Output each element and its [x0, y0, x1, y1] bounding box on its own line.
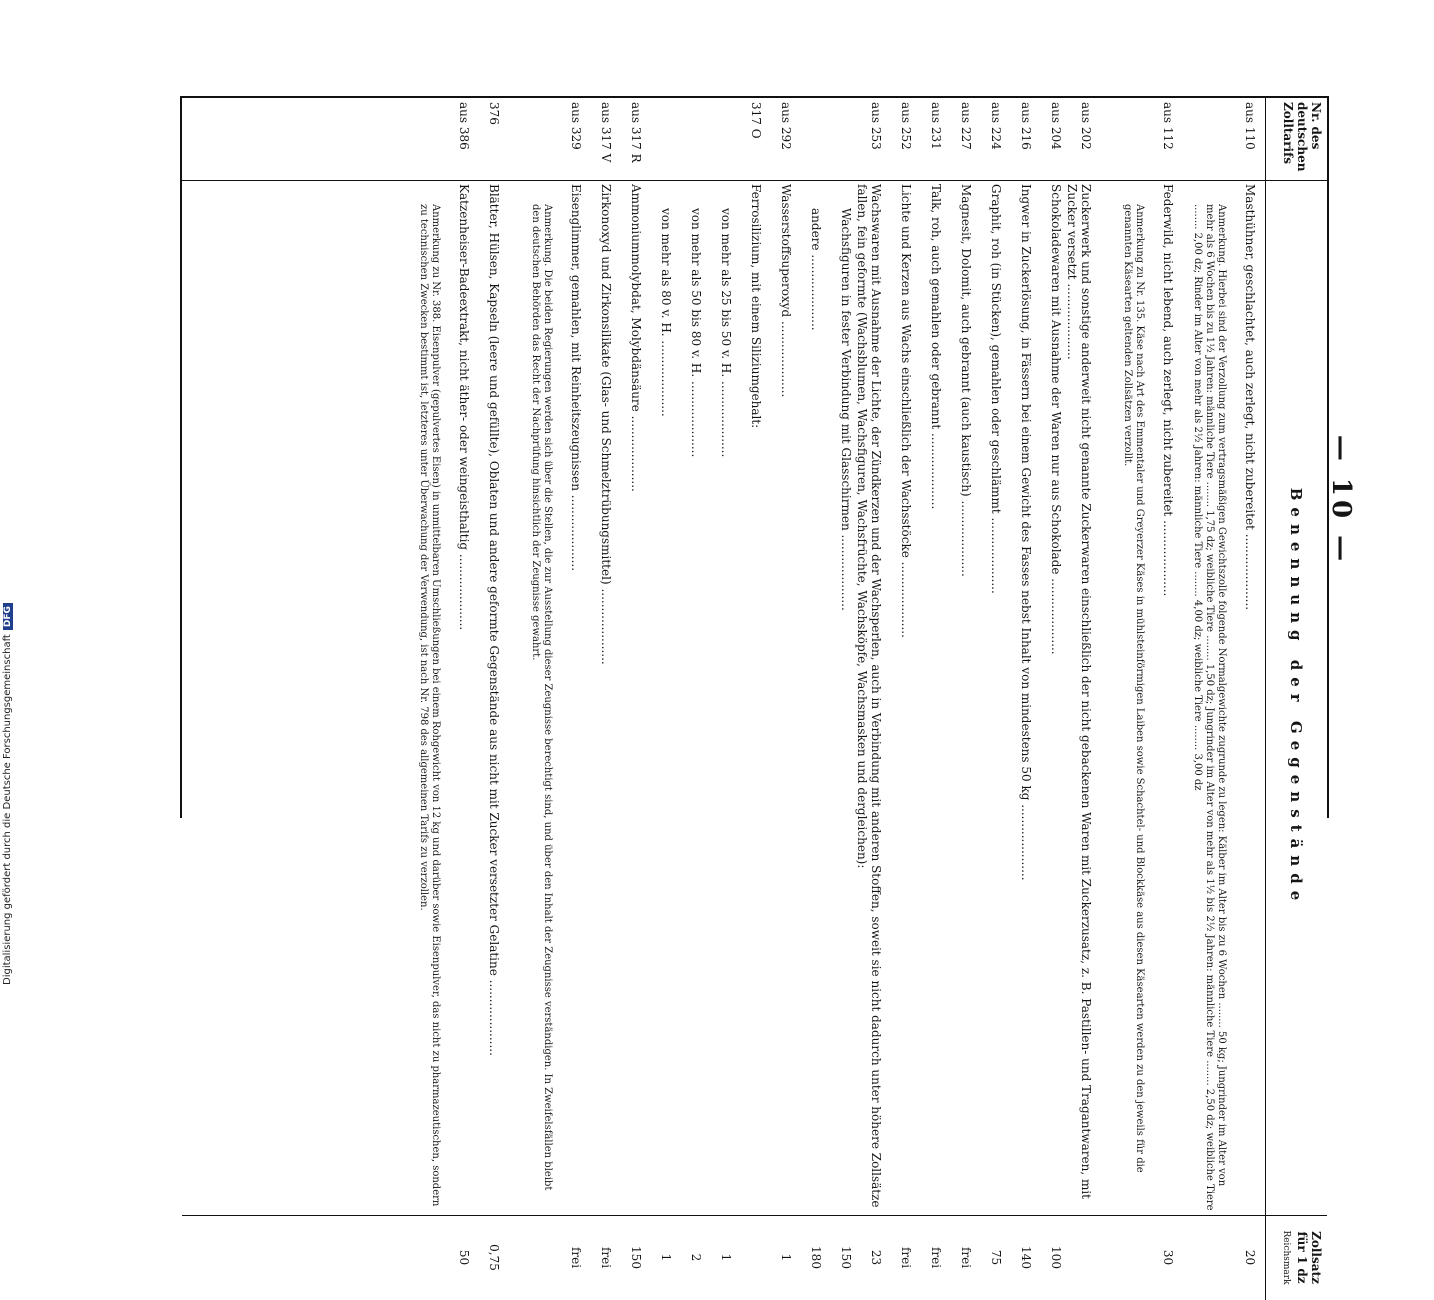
tariff-table [180, 96, 1329, 1285]
duty-rate: frei [599, 1246, 613, 1269]
annotation-note: Anmerkung. Die beiden Regierungen werden sich über die Stellen, die zur Ausstellung dieser Zeugnisse berechtigt sind, und über den Inhalt der Zeugnisse verständigen. In Zweifelsfällen bleibt den deutschen Behörden das Recht der Nachprüfung hinsichtlich der Zeugnisse gewahrt. [530, 204, 553, 1191]
tariff-number: aus 231 [929, 102, 943, 150]
duty-rate: 2 [689, 1253, 703, 1262]
duty-rate: frei [569, 1246, 583, 1269]
duty-rate: 30 [1161, 1249, 1175, 1266]
tariff-number: aus 202 [1079, 102, 1093, 150]
description-row: Zirkonoxyd und Zirkonsilikate (Glas- und Schmelztrübungsmittel) .................... [599, 184, 613, 665]
annotation-note: Anmerkung zu Nr. 135. Käse nach Art des Emmentaler und Greyerzer Käses in mühlsteinförmigen Laiben sowie Schachtel- und Blockkäse aus diesen Käsearten werden zu den jeweils für die genannten Käsearten geltenden Zollsätzen verzollt. [1122, 204, 1145, 1173]
tariff-number: aus 204 [1049, 102, 1063, 150]
description-row: Ingwer in Zuckerlösung, in Fässern bei einem Gewicht des Fasses nebst Inhalt von mindestens 50 kg .................... [1019, 184, 1033, 881]
description-column [182, 180, 1327, 1216]
duty-rate: 0,75 [487, 1244, 501, 1271]
duty-rate: 140 [1019, 1246, 1033, 1269]
description-row: von mehr als 50 bis 80 v. H. .................... [689, 208, 703, 458]
description-row: Blätter, Hülsen, Kapseln (leere und gefüllte), Oblaten und andere geformte Gegenstände aus nicht mit Zucker versetzter Gelatine .................... [487, 184, 501, 1056]
duty-rate: 1 [659, 1253, 673, 1262]
digitization-note: Digitalisierung gefördert durch die Deutsche ForschungsgemeinschaftDFG [2, 603, 13, 985]
description-row: Ferrosilizium, mit einem Siliziumgehalt: [749, 184, 763, 429]
description-row: Katzenheiser-Badeextrakt, nicht äther- oder weingeisthaltig .................... [457, 184, 471, 631]
annotation-note: Anmerkung zu Nr. 388. Eisenpulver (gepulvertes Eisen) in unmittelbaren Umschließungen bei einem Rohgewicht von 12 kg und darüber sowie Eisenpulver, das nicht zu pharmazeutischen, sondern zu technischen Zwecken bestimmt ist, letzteres unter Überwachung der Verwendung, ist nach Nr. 798 des allgemeinen Tarifs zu verzollen. [418, 204, 441, 1207]
description-row: Magnesit, Dolomit, auch gebrannt (auch kaustisch) .................... [959, 184, 973, 577]
description-row: von mehr als 80 v. H. .................... [659, 208, 673, 417]
duty-rate: frei [899, 1246, 913, 1269]
tariff-number: aus 329 [569, 102, 583, 150]
tariff-number: aus 253 [869, 102, 883, 150]
description-row: Zuckerwerk und sonstige anderweit nicht genannte Zuckerwaren einschließlich der nicht gebackenen Waren mit Zuckerzusatz, z. B. Pastillen- und Tragantwaren, mit Zucker versetzt .................... [1065, 184, 1093, 1200]
tariff-number: aus 227 [959, 102, 973, 150]
tariff-number: aus 110 [1243, 102, 1257, 150]
tariff-number-column [182, 98, 1327, 181]
description-row: andere .................... [809, 208, 823, 331]
duty-rate: 100 [1049, 1246, 1063, 1269]
duty-rate: 50 [457, 1249, 471, 1266]
duty-rate: 180 [809, 1246, 823, 1269]
dfg-logo: DFG [3, 603, 13, 630]
duty-rate: 20 [1243, 1249, 1257, 1266]
annotation-note: Anmerkung. Hierbei sind der Verzollung zum vertragsmäßigen Gewichtszolle folgende Normalgewichte zugrunde zu legen: Kälber im Alter bis zu 6 Wochen ........ 50 kg; Jungrinder im Alter von mehr als 6 Wochen bis zu 1½ Jahren: männliche Tiere ........ 1,75 dz; weibliche Tiere ........ 1,50 dz; Jungrinder im Alter von mehr als 1½ bis 2½ Jahren: männliche Tiere ........ 2,50 dz; weibliche Tiere ........ 2,00 dz; Rinder im Alter von mehr als 2½ Jahren: männliche Tiere ........ 4,00 dz; weibliche Tiere ........ 3,00 dz [1192, 204, 1227, 1211]
tariff-number: aus 292 [779, 102, 793, 150]
description-row: Lichte und Kerzen aus Wachs einschließlich der Wachsstöcke .................... [899, 184, 913, 638]
tariff-number: 317 O [749, 102, 763, 139]
tariff-number: aus 386 [457, 102, 471, 150]
duty-rate: 23 [869, 1249, 883, 1266]
description-row: Schokoladewaren mit Ausnahme der Waren nur aus Schokolade .................... [1049, 184, 1063, 655]
tariff-number: aus 112 [1161, 102, 1175, 150]
duty-rate: 150 [839, 1246, 853, 1269]
description-row: von mehr als 25 bis 50 v. H. .................... [719, 208, 733, 458]
description-row: Talk, roh, auch gemahlen oder gebrannt .................... [929, 184, 943, 510]
description-row: Wasserstoffsuperoxyd .................... [779, 184, 793, 398]
duty-rate: 1 [779, 1253, 793, 1262]
description-row: Ammoniummolybdat, Molybdänsäure .................... [629, 184, 643, 492]
description-row: Eisenglimmer, gemahlen, mit Reinheitszeugnissen .................... [569, 184, 583, 572]
description-row: Graphit, roh (in Stücken), gemahlen oder geschlämmt .................... [989, 184, 1003, 594]
duty-rate-header: Zollsatz für 1 dz Reichsmark [1265, 1215, 1327, 1300]
tariff-number: aus 224 [989, 102, 1003, 150]
duty-rate: frei [959, 1246, 973, 1269]
tariff-number-header: Nr. des deutschen Zolltarifs [1265, 98, 1327, 180]
duty-rate: 75 [989, 1249, 1003, 1266]
tariff-number: aus 317 V [599, 102, 613, 163]
description-header: Benennung der Gegenstände [1265, 180, 1327, 1215]
tariff-number: aus 216 [1019, 102, 1033, 150]
description-row: Wachsfiguren in fester Verbindung mit Glasschirmen .................... [839, 208, 853, 611]
tariff-number: aus 252 [899, 102, 913, 150]
description-row: Wachswaren mit Ausnahme der Lichte, der Zündkerzen und der Wachsperlen, auch in Verbindung mit anderen Stoffen, soweit sie nicht dadurch unter höhere Zollsätze fallen, fein geformte (Wachsblumen, Wachsfiguren, Wachsfrüchte, Wachsköpfe, Wachsmasken und dergleichen): [855, 184, 883, 1208]
tariff-number: aus 317 R [629, 102, 643, 163]
description-row: Federwild, nicht lebend, auch zerlegt, nicht zubereitet .................... [1161, 184, 1175, 597]
description-row: Masthühner, geschlachtet, auch zerlegt, nicht zubereitet .................... [1243, 184, 1257, 611]
duty-rate: 1 [719, 1253, 733, 1262]
duty-rate: frei [929, 1246, 943, 1269]
duty-rate: 150 [629, 1246, 643, 1269]
tariff-number: 376 [487, 102, 501, 125]
duty-rate-column [182, 1215, 1327, 1300]
page-number: — 10 — [1326, 434, 1356, 566]
